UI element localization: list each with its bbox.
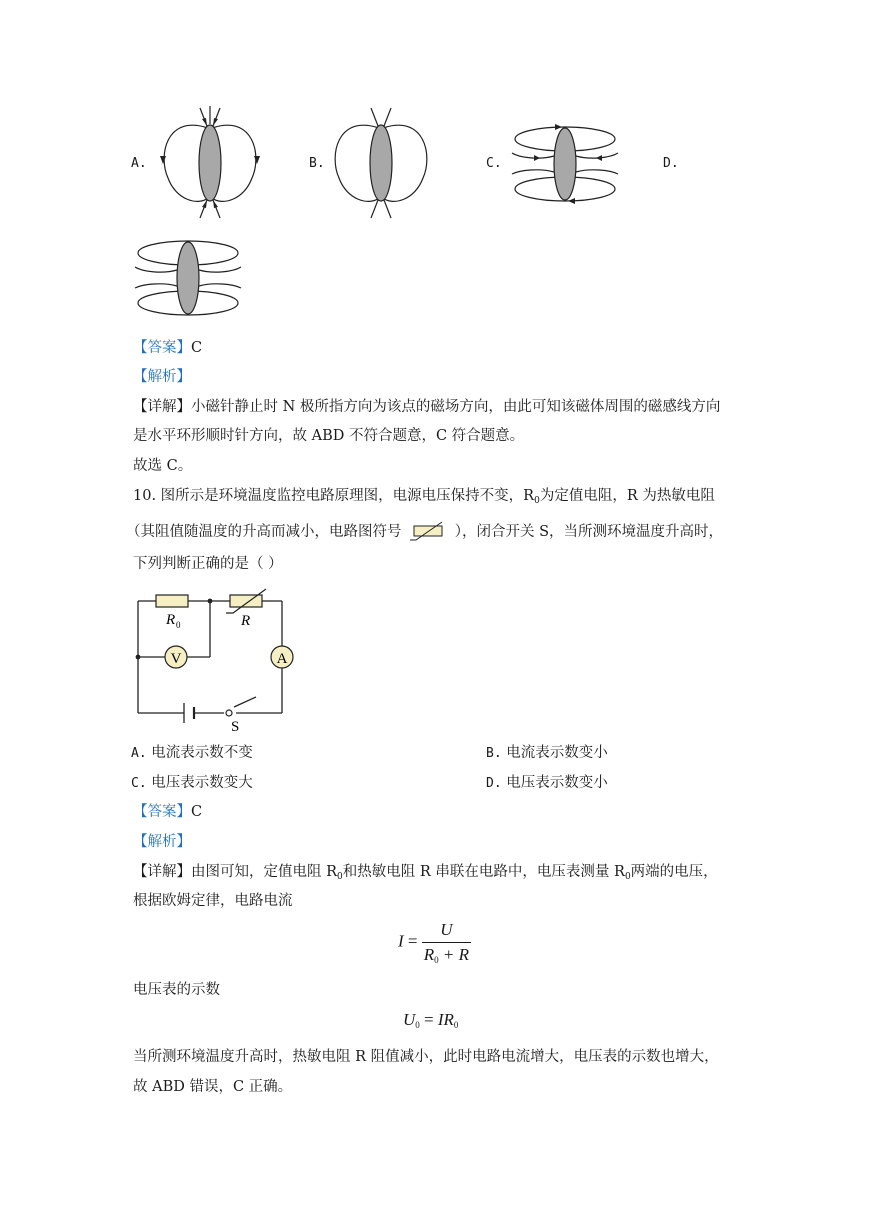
den-term: R [423, 945, 435, 964]
q10-option-d [486, 773, 608, 794]
subscript: 0 [337, 872, 343, 882]
thermistor-symbol-icon [408, 520, 448, 542]
q10-final-line2: 故 ABD 错误，C 正确。 [133, 1079, 293, 1095]
magnet-diagram-c [510, 116, 622, 214]
option-text: 电压表示数变小 [506, 775, 608, 791]
thermistor-r [230, 595, 262, 607]
q10-stem-line3: 下列判断正确的是（ ） [133, 556, 283, 572]
voltmeter-label: V [170, 651, 182, 667]
q10-option-c [131, 773, 253, 794]
q10-detail-line2: 根据欧姆定律，电路电流 [133, 893, 293, 909]
option-b-label: B. [309, 156, 325, 171]
line-voltmeter-reading: 电压表的示数 [133, 982, 220, 998]
circuit-diagram [130, 586, 300, 736]
q10-analysis-tag: 【解析】 [133, 834, 191, 850]
option-letter: A. [131, 746, 147, 761]
magnet-diagram-d [133, 230, 245, 328]
q10-answer [133, 802, 202, 822]
subscript: 0 [534, 496, 540, 506]
q10-detail-line1 [133, 862, 718, 887]
q10-stem-line2 [126, 520, 723, 542]
detail-text: 由图可知，定值电阻 R [191, 864, 338, 880]
formula-rhs: IR [437, 1010, 454, 1029]
formula-lhs: I [398, 931, 404, 951]
option-letter: C. [131, 776, 147, 791]
formula-ohms-law [398, 920, 471, 965]
q9-conclusion: 故选 C。 [133, 458, 193, 474]
detail-text: 和热敏电阻 R 串联在电路中，电压表测量 R [342, 864, 625, 880]
option-d-label: D. [663, 156, 679, 171]
formula-lhs: U [403, 1010, 416, 1029]
answer-tag: 【答案】 [133, 340, 191, 356]
q9-detail-line1 [133, 397, 720, 417]
detail-tag: 【详解】 [133, 864, 191, 880]
magnet-diagram-a [160, 106, 260, 220]
option-text: 电压表示数变大 [151, 775, 253, 791]
magnet-diagram-b [331, 106, 431, 220]
r-label: R [241, 613, 251, 629]
resistor-r0 [156, 595, 188, 607]
q9-answer [133, 338, 202, 358]
detail-text: 小磁针静止时 N 极所指方向为该点的磁场方向，由此可知该磁体周围的磁感线方向 [191, 399, 721, 415]
q10-stem-line1 [133, 486, 715, 511]
detail-text: 两端的电压， [630, 864, 718, 880]
option-c-label: C. [486, 156, 502, 171]
detail-tag: 【详解】 [133, 399, 191, 415]
formula-fraction [422, 920, 471, 965]
answer-value: C [191, 804, 203, 820]
formula-voltage [403, 1010, 458, 1030]
answer-tag: 【答案】 [133, 804, 191, 820]
q10-option-a [131, 743, 253, 764]
ammeter-label: A [276, 651, 288, 667]
option-a-label: A. [131, 156, 147, 171]
r0-label: R [166, 612, 176, 628]
option-letter: B. [486, 746, 502, 761]
option-letter: D. [486, 776, 502, 791]
option-text: 电流表示数不变 [151, 745, 253, 761]
q9-analysis-tag: 【解析】 [133, 369, 191, 385]
formula-denominator [422, 942, 471, 965]
den-subscript: 0 [434, 955, 439, 965]
switch-label: S [231, 719, 240, 735]
r0-subscript: 0 [176, 620, 181, 630]
formula-rhs-subscript: 0 [453, 1020, 459, 1030]
formula-numerator: U [440, 920, 453, 939]
answer-value: C [191, 340, 203, 356]
option-text: 电流表示数变小 [506, 745, 608, 761]
q10-final-line1: 当所测环境温度升高时，热敏电阻 R 阻值减小，此时电路电流增大，电压表的示数也增大， [133, 1049, 719, 1065]
formula-eq: = [407, 931, 418, 951]
formula-lhs-subscript: 0 [415, 1020, 420, 1030]
q9-detail-line2: 是水平环形顺时针方向，故 ABD 不符合题意，C 符合题意。 [133, 428, 525, 444]
subscript: 0 [624, 872, 631, 882]
stem-text: 为定值电阻，R 为热敏电阻 [539, 488, 715, 504]
q10-option-b [486, 743, 608, 764]
den-term: + R [438, 945, 470, 964]
stem-text: 10. 图所示是环境温度监控电路原理图，电源电压保持不变，R [133, 488, 535, 504]
stem-text: ），闭合开关 S，当所测环境温度升高时， [454, 524, 724, 540]
stem-text: （其阻值随温度的升高而减小，电路图符号 [126, 524, 402, 540]
formula-eq: = [419, 1010, 438, 1029]
